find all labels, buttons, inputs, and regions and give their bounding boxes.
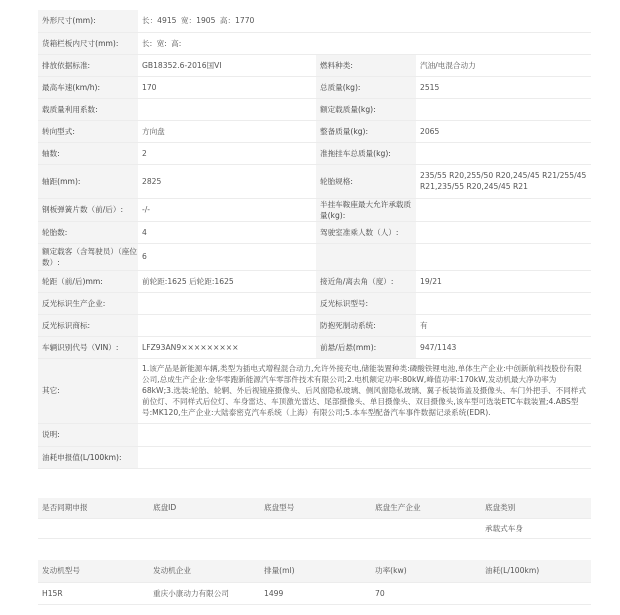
- spec-value: [138, 292, 316, 314]
- spec-label: 额定载质量(kg):: [316, 98, 416, 120]
- spec-value: [138, 314, 316, 336]
- engine-header: 功率(kw): [371, 560, 481, 582]
- other-value: 1.该产品是新能源车辆,类型为插电式增程混合动力,允许外接充电,储能装置种类:磷酸铁锂电池,单体生产企业:中创新航科技股份有限公司,总成生产企业:金华零跑新能源汽车零部件技术有限公司;2.电机额定功率:80kW,峰值功率:170kW,发动机最大净功率为 68kW;3.选装:轮胎、轮辋、外后视镜座摄像头、后风窗隐私玻璃、侧风窗隐私玻璃、翼子板装饰盖及摄像头、车门外把手、不同样式前位灯、不同样式后位灯、车身雷达、车顶激光雷达、尾部摄像头、单目摄像头、双目摄像头,该车型可选装ETC车载装置;4.ABS型号:MK120,生产企业:大陆泰密克汽车系统（上海）有限公司;5.本车型配备汽车事件数据记录系统(EDR).: [138, 358, 591, 423]
- spec-value: 6: [138, 243, 316, 270]
- spec-label: 防抱死制动系统:: [316, 314, 416, 336]
- spec-table: [38, 10, 591, 469]
- cargo-value: [138, 32, 591, 54]
- fuel-label: 油耗申报值(L/100km):: [38, 446, 138, 468]
- spec-label: 反光标识生产企业:: [38, 292, 138, 314]
- spec-label: 最高车速(km/h):: [38, 76, 138, 98]
- spec-row: [38, 76, 591, 98]
- note-label: 说明:: [38, 423, 138, 446]
- dims-value: [138, 10, 591, 32]
- cargo-long: 长:: [142, 38, 153, 48]
- chassis-cell: [149, 518, 260, 538]
- engine-cell: 1499: [260, 582, 371, 604]
- dims-long: 长：4915: [142, 16, 177, 26]
- chassis-header: 底盘类别: [481, 498, 591, 518]
- spec-label: 接近角/离去角（度）:: [316, 270, 416, 292]
- other-label: 其它:: [38, 358, 138, 423]
- spec-label: 准拖挂车总质量(kg):: [316, 142, 416, 164]
- spec-row: [38, 336, 591, 358]
- engine-table: [38, 560, 591, 605]
- spec-row: [38, 198, 591, 221]
- cargo-label: 货箱栏板内尺寸(mm):: [38, 32, 138, 54]
- engine-header: 发动机企业: [149, 560, 260, 582]
- spec-value: [138, 98, 316, 120]
- spec-value: [416, 292, 591, 314]
- dims-wide: 宽：1905: [180, 16, 216, 26]
- chassis-header: 底盘ID: [149, 498, 260, 518]
- spec-rows: [38, 54, 591, 358]
- cargo-wide: 宽:: [156, 38, 167, 48]
- chassis-header-row: [38, 498, 591, 518]
- spec-row: [38, 164, 591, 198]
- spec-value: 19/21: [416, 270, 591, 292]
- chassis-cell: [38, 518, 149, 538]
- spec-label: 反光标识商标:: [38, 314, 138, 336]
- dims-label: 外形尺寸(mm):: [38, 10, 138, 32]
- chassis-cell: [260, 518, 371, 538]
- spec-label: [316, 243, 416, 270]
- engine-cell: 70: [371, 582, 481, 604]
- chassis-cell: [371, 518, 481, 538]
- spec-value: [416, 243, 591, 270]
- spec-value: GB18352.6-2016国VI: [138, 54, 316, 76]
- spec-value: 前轮距:1625 后轮距:1625: [138, 270, 316, 292]
- engine-header-row: [38, 560, 591, 582]
- fuel-value: [138, 446, 591, 468]
- chassis-cell: 承载式车身: [481, 518, 591, 538]
- spec-row: [38, 142, 591, 164]
- spec-label: 燃料种类:: [316, 54, 416, 76]
- spec-row-note: [38, 423, 591, 446]
- spec-label: 半挂车鞍座最大允许承载质量(kg):: [316, 198, 416, 221]
- engine-cell: 重庆小康动力有限公司: [149, 582, 260, 604]
- spec-label: 轴距(mm):: [38, 164, 138, 198]
- spec-value: 2825: [138, 164, 316, 198]
- engine-data-row: [38, 582, 591, 604]
- spec-value: [416, 221, 591, 243]
- spec-row-other: [38, 358, 591, 423]
- spec-label: 排放依据标准:: [38, 54, 138, 76]
- note-value: [138, 423, 591, 446]
- engine-header: 排量(ml): [260, 560, 371, 582]
- spec-row: [38, 270, 591, 292]
- engine-header: 发动机型号: [38, 560, 149, 582]
- spec-label: 钢板弹簧片数（前/后）:: [38, 198, 138, 221]
- spec-value: 汽油/电混合动力: [416, 54, 591, 76]
- cargo-high: 高:: [171, 38, 182, 48]
- dims-high: 高：1770: [219, 16, 255, 26]
- spec-value: 2515: [416, 76, 591, 98]
- spec-row: [38, 221, 591, 243]
- chassis-header: 是否同期申报: [38, 498, 149, 518]
- spec-label: 转向型式:: [38, 120, 138, 142]
- spec-label: 反光标识型号:: [316, 292, 416, 314]
- spec-label: 轮胎规格:: [316, 164, 416, 198]
- chassis-header: 底盘生产企业: [371, 498, 481, 518]
- spec-value: 2: [138, 142, 316, 164]
- chassis-data-row: [38, 518, 591, 538]
- spec-label: 总质量(kg):: [316, 76, 416, 98]
- spec-row: [38, 54, 591, 76]
- spec-value: 4: [138, 221, 316, 243]
- spec-row: [38, 120, 591, 142]
- spec-label: 轮胎数:: [38, 221, 138, 243]
- chassis-header: 底盘型号: [260, 498, 371, 518]
- spec-value: 2065: [416, 120, 591, 142]
- spec-row-fuel: [38, 446, 591, 468]
- spec-row: [38, 243, 591, 270]
- engine-cell: [481, 582, 591, 604]
- spec-value: [416, 142, 591, 164]
- engine-cell: H15R: [38, 582, 149, 604]
- spec-value: [416, 98, 591, 120]
- spec-value: [416, 198, 591, 221]
- spec-label: 轴数:: [38, 142, 138, 164]
- spec-value: 947/1143: [416, 336, 591, 358]
- spec-label: 车辆识别代号（VIN）:: [38, 336, 138, 358]
- spec-value: 170: [138, 76, 316, 98]
- spec-value: 235/55 R20,255/50 R20,245/45 R21/255/45 R21,235/55 R20,245/45 R21: [416, 164, 591, 198]
- spec-label: 整备质量(kg):: [316, 120, 416, 142]
- spec-value: -/-: [138, 198, 316, 221]
- spec-value: 有: [416, 314, 591, 336]
- spec-label: 载质量利用系数:: [38, 98, 138, 120]
- spec-label: 轮距（前/后)mm:: [38, 270, 138, 292]
- spec-value: 方向盘: [138, 120, 316, 142]
- chassis-table: [38, 498, 591, 539]
- spec-label: 额定载客（含驾驶员）（座位数）:: [38, 243, 138, 270]
- spec-row-dims: [38, 10, 591, 32]
- spec-row: [38, 98, 591, 120]
- spec-label: 前悬/后悬(mm):: [316, 336, 416, 358]
- spec-row: [38, 314, 591, 336]
- spec-value: LFZ93AN9×××××××××: [138, 336, 316, 358]
- engine-header: 油耗(L/100km): [481, 560, 591, 582]
- spec-row: [38, 292, 591, 314]
- spec-label: 驾驶室准乘人数（人）:: [316, 221, 416, 243]
- spec-row-cargo: [38, 32, 591, 54]
